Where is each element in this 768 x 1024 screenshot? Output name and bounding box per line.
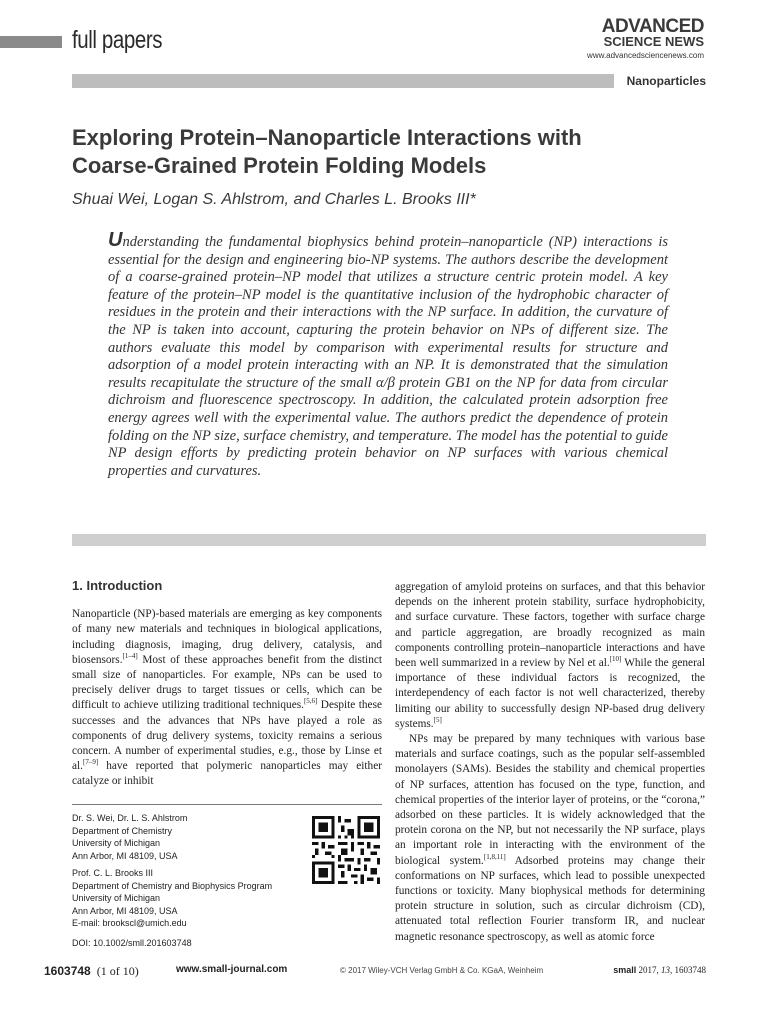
text-column-right <box>395 580 705 945</box>
brand-line2: SCIENCE NEWS <box>603 34 704 49</box>
citation[interactable]: [5,6] <box>303 697 318 706</box>
affil-dept: Department of Chemistry and Biophysics Program <box>72 880 273 891</box>
abstract <box>108 229 668 480</box>
title-line2: Coarse-Grained Protein Folding Models <box>72 153 487 178</box>
text-run: have reported that polymeric nanoparticles may either catalyze or inhibit <box>72 760 382 788</box>
abstract-dropcap: U <box>108 229 123 251</box>
text-run: Adsorbed proteins may change their conformations on NP surfaces, which lead to possible unexpected functions or toxicity. Many biophysical methods for determining protein structure in solution, such as circular dichroism (CD), attenuated total reflection Fourier transform IR, and nuclear magnetic resonance spectroscopy, as well as atomic force <box>395 854 705 943</box>
topic-bar <box>72 74 614 88</box>
section-divider-bar <box>72 534 706 546</box>
affil-city: Ann Arbor, MI 48109, USA <box>72 905 178 916</box>
citation[interactable]: [7–9] <box>82 758 99 767</box>
intro-heading: 1. Introduction <box>72 578 163 593</box>
article-number: 1603748 <box>44 964 91 978</box>
intro-paragraph-cont <box>395 580 705 732</box>
section-label: full papers <box>72 26 163 54</box>
topic-label: Nanoparticles <box>626 74 706 88</box>
journal-url[interactable]: www.small-journal.com <box>176 964 288 975</box>
page-footer <box>0 964 768 984</box>
text-run: While the general importance of these individual factors is recognized, the interdependency of each factor is not well characterized, thereby limiting our ability to successfully design NP-based drug delivery systems. <box>395 657 705 730</box>
brand-url[interactable]: www.advancedsciencenews.com <box>587 51 704 60</box>
text-run: Most of these approaches benefit from the distinct small size of nanoparticles. For example, NPs can be used to precisely deliver drugs to target tissues or cells, which can be difficult to achieve utilizing traditional techniques. <box>72 653 382 712</box>
author-list: Shuai Wei, Logan S. Ahlstrom, and Charles L. Brooks III* <box>72 191 476 208</box>
journal-name: small <box>613 965 637 975</box>
page-number <box>44 964 139 979</box>
page-of: (1 of 10) <box>96 964 139 978</box>
article-title <box>72 124 712 180</box>
affil-names: Dr. S. Wei, Dr. L. S. Ahlstrom <box>72 813 188 823</box>
citation[interactable]: [5] <box>433 716 442 725</box>
text-column-left <box>72 578 382 790</box>
citation[interactable]: [1,8,11] <box>483 852 506 861</box>
text-run: NPs may be prepared by many techniques with various base materials and surface coatings, such as the popular self-assembled monolayers (SAMs). Besides the stability and chemical properties of NP surfaces, attention has focused on the type, function, and chemical properties of the interior layer of proteins, or the “corona,” adsorbed on these particles. It is widely acknowledged that the protein corona on the NP, but not necessarily the NP surface, plays an important role in interacting with the environment of the biological system. <box>395 733 705 867</box>
publisher-brand <box>587 18 704 60</box>
journal-volume: 13 <box>661 965 670 975</box>
affiliation-rule <box>72 804 382 805</box>
journal-article: , 1603748 <box>670 965 706 975</box>
intro-paragraph-2 <box>395 732 705 945</box>
journal-citation <box>613 965 706 975</box>
affil-univ: University of Michigan <box>72 838 161 848</box>
abstract-text: nderstanding the fundamental biophysics behind protein–nanoparticle (NP) interactions is essential for the design and engineering bio-NP systems. The authors describe the development of a coarse-grained protein–NP model that utilizes a structure centric protein model. A key feature of the protein–NP model is the quantitative inclusion of the hydrophobic character of residues in the protein and their interactions with the NP surface. In addition, the curvature of the NP is taken into account, capturing the protein behavior on NPs of different size. The authors evaluate this model by comparison with experimental results for structure and adsorption of a model protein interacting with an NP. It is demonstrated that the simulation results recapitulate the structure of the small α/β protein GB1 on the NP for data from circular dichroism and fluorescence spectroscopy. In addition, the calculated protein adsorption free energy agrees well with the experimental value. The authors predict the dependence of protein folding on the NP size, surface chemistry, and temperature. The model has the potential to guide NP design efforts by predicting protein behavior on NP surfaces with various chemical properties and curvatures. <box>108 234 668 479</box>
header-accent-bar <box>0 36 62 48</box>
affil-city: Ann Arbor, MI 48109, USA <box>72 850 178 861</box>
intro-paragraph-1 <box>72 607 382 789</box>
brand-line1: ADVANCED <box>601 16 704 37</box>
qr-code-icon[interactable] <box>312 816 380 884</box>
text-run: Nanoparticle (NP)-based materials are emerging as key components of many new materials and techniques in biological applications, including diagnosis, imaging, drug delivery, catalysis, and biosensors. <box>72 608 382 666</box>
affil-names: Prof. C. L. Brooks III <box>72 868 154 878</box>
affil-email[interactable]: E-mail: brookscl@umich.edu <box>72 918 187 928</box>
affiliations <box>72 812 312 930</box>
title-line1: Exploring Protein–Nanoparticle Interactions with <box>72 125 582 150</box>
affil-dept: Department of Chemistry <box>72 825 173 836</box>
citation[interactable]: [1–4] <box>122 652 138 661</box>
journal-year: 2017, <box>636 965 661 975</box>
doi-link[interactable]: DOI: 10.1002/smll.201603748 <box>72 938 192 948</box>
text-run: aggregation of amyloid proteins on surfaces, and that this behavior depends on the inherent protein stability, surface hydrophobicity, and surface curvature. These factors, together with surface charge and particle aggregation, are broadly recognized as main components controlling protein–nanoparticle interactions and have been well summarized in a review by Nel et al. <box>395 581 705 670</box>
copyright: © 2017 Wiley-VCH Verlag GmbH & Co. KGaA, Weinheim <box>340 966 544 975</box>
text-run: Despite these successes and the advances that NPs have played a role as components of drug delivery systems, toxicity remains a serious concern. A number of experimental studies, e.g., those by Linse et al. <box>72 699 382 773</box>
affil-univ: University of Michigan <box>72 893 161 903</box>
citation[interactable]: [10] <box>609 655 622 664</box>
